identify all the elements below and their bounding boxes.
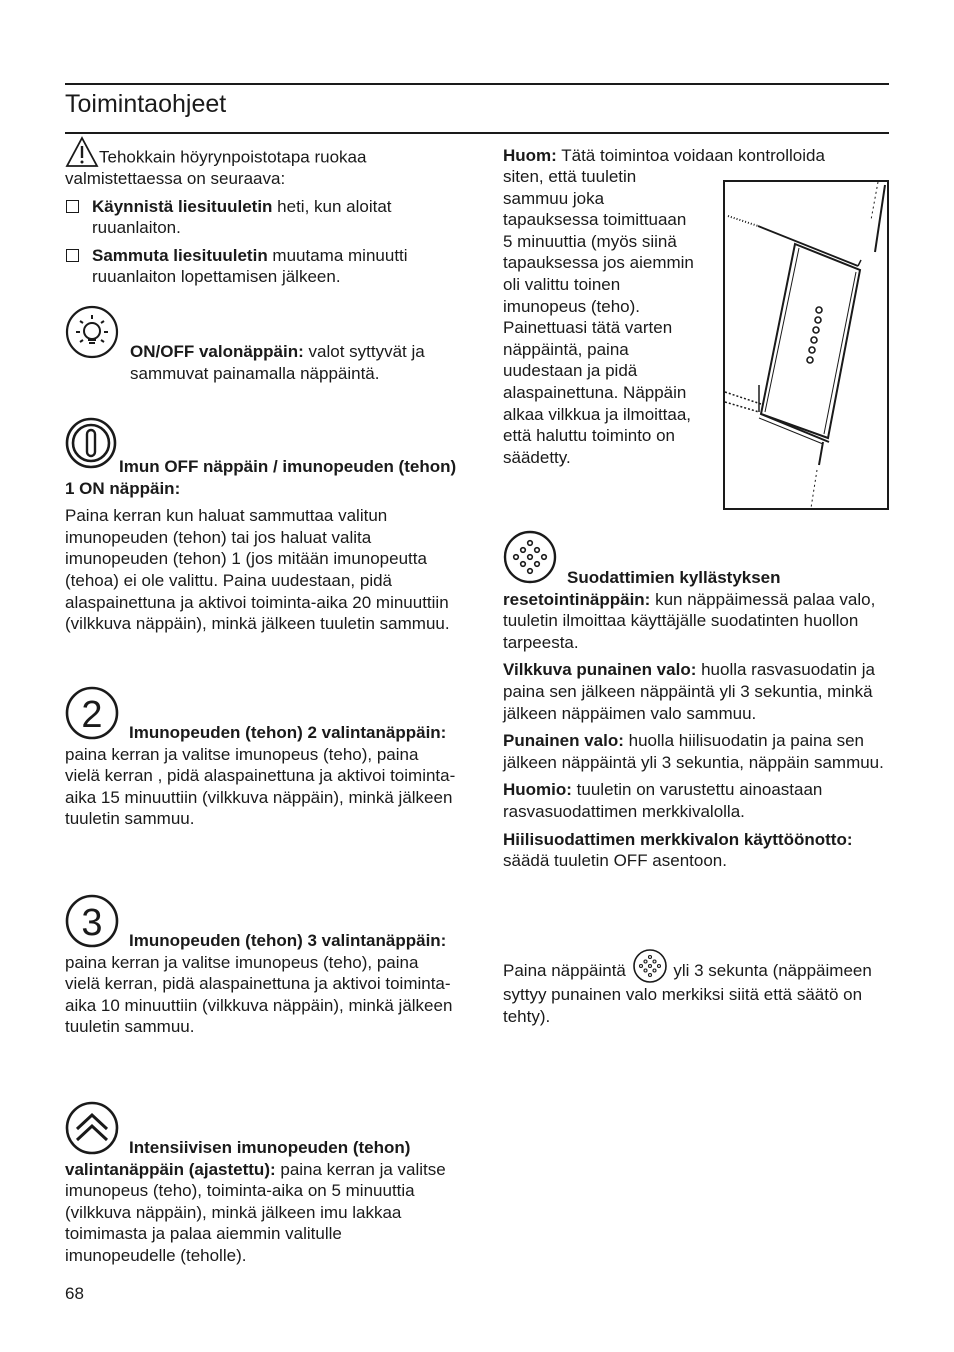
speed-3-numeral: 3 [81,902,103,944]
bullet-text: heti, kun aloitat ruuanlaiton. [92,196,392,238]
intensive-section [65,1137,457,1267]
red-light-label: Punainen valo: [503,731,624,751]
speed3-label: Imunopeuden (tehon) 3 valintanäppäin: [129,931,447,950]
bullet-bold: Käynnistä liesituuletin [92,196,273,216]
speed1-text: Paina kerran kun haluat sammuttaa valitun imunopeuden (tehon) tai jos haluat valita imunopeuden (tehon) 1 (jos mitään imunopeutta (tehoa) ei ole valittu. Paina uudestaan, pidä alaspainettuna ja aktivoi toiminta-aika 20 minuuttiin (vilkkuva näppäin), minkä jälkeen tuuletin sammuu. [65,506,450,634]
list-item [65,196,457,239]
top-rule [65,83,889,85]
carbon-label: Hiilisuodattimen merkkivalon käyttöönotto: [503,829,853,849]
blink-text: huolla rasvasuodatin ja paina sen jälkeen näppäintä yli 3 sekuntia, minkä jälkeen näppäimen valo sammuu. [503,660,875,723]
light-label: ON/OFF valonäppäin: [130,342,304,361]
page-title: Toimintaohjeet [65,90,227,118]
cooker-hood-illustration [723,180,889,510]
note-text: siten, että tuuletin sammuu joka tapauksessa toimittuaan 5 minuuttia (myös siinä tapauksessa jos aiemmin oli valittu toinen imunopeus (teho). Painettuasi tätä varten näppäintä, paina uudestaan ja pidä alaspainettuna. Näppäin alkaa vilkkua ja ilmoittaa, että haluttu toiminto on säädetty. [503,167,694,467]
bullet-bold: Sammuta liesituuletin [92,245,268,265]
title-rule [65,132,889,134]
filter-section [503,567,893,878]
bullet-text: muutama minuutti ruuanlaiton lopettamisen jälkeen. [92,245,408,287]
press-text-b: yli 3 sekunta (näppäimeen syttyy punainen valo merkiksi siitä että säätö on tehty). [503,961,872,1026]
intro-paragraph [65,136,457,190]
filter-text: kun näppäimessä palaa valo, tuuletin ilmoittaa käyttäjälle suodatinten huollon tarpeesta. [503,589,876,652]
intro-section [65,136,457,294]
filter-label: Suodattimien kyllästyksen resetointinäppäin: [503,568,781,609]
blink-label: Vilkkuva punainen valo: [503,660,697,680]
light-text: valot syttyvät ja sammuvat painamalla näppäintä. [130,342,425,383]
note-heading [503,145,893,167]
red-light-text: huolla hiilisuodatin ja paina sen jälkeen näppäintä yli 3 sekuntia, näppäin sammuu. [503,731,884,772]
note-label: Huom: [503,146,557,165]
note-body [503,166,695,468]
speed1-section [65,456,457,641]
checkbox-bullet-icon [66,249,79,262]
list-item [65,245,457,288]
speed2-label: Imunopeuden (tehon) 2 valintanäppäin: [129,723,447,742]
intensive-text: paina kerran ja valitse imunopeus (teho), toiminta-aika on 5 minuuttia (vilkkuva näppäin), minkä jälkeen imu lakkaa toimimasta ja palaa aiemmin valitulle imunopeudelle (teholle). [65,1159,446,1265]
intensive-label: Intensiivisen imunopeuden (tehon) valintanäppäin (ajastettu): [65,1138,411,1179]
note-first-line: Tätä toimintoa voidaan kontrolloida [556,146,825,165]
speed-2-numeral: 2 [81,694,103,736]
filter-note-label: Huomio: [503,780,572,800]
press-instruction [503,948,893,1027]
speed2-section [65,722,457,830]
speed1-label: Imun OFF näppäin / imunopeuden (tehon) 1 ON näppäin: [65,457,457,498]
filter-note-text: tuuletin on varustettu ainoastaan rasvasuodattimen merkkivalolla. [503,780,823,821]
page-number: 68 [65,1284,84,1303]
warning-icon [65,136,99,168]
intro-text: Tehokkain höyrynpoistotapa ruokaa valmistettaessa on seuraava: [65,147,367,188]
press-text-a: Paina näppäintä [503,961,626,980]
checkbox-bullet-icon [66,200,79,213]
speed3-text: paina kerran ja valitse imunopeus (teho), paina vielä kerran, pidä alaspainettuna ja aktivoi toiminta-aika 10 minuuttiin (vilkkuva näppäin), minkä jälkeen tuuletin sammuu. [65,952,453,1037]
speed2-text: paina kerran ja valitse imunopeus (teho), paina vielä kerran , pidä alaspainettuna ja aktivoi toiminta-aika 15 minuuttiin (vilkkuva näppäin), minkä jälkeen tuuletin sammuu. [65,744,456,829]
light-section [65,341,457,384]
speed3-section [65,930,457,1038]
filter-reset-small-icon [632,948,668,984]
carbon-text: säädä tuuletin OFF asentoon. [503,851,727,871]
